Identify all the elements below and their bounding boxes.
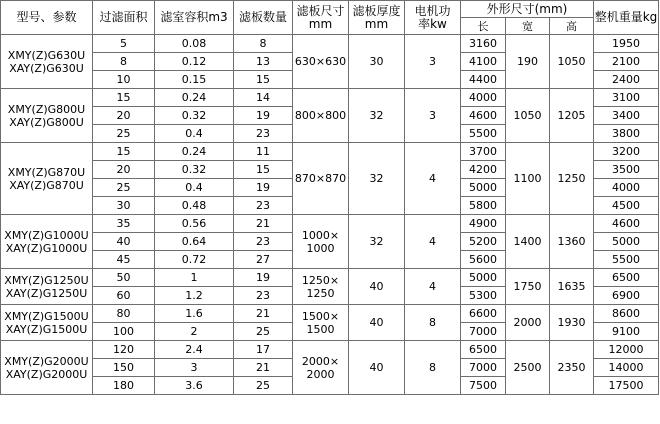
plate-size-text: 1250 (306, 286, 335, 300)
weight-cell: 8600 (594, 305, 659, 323)
height-cell: 1930 (550, 305, 594, 341)
weight-cell: 9100 (594, 323, 659, 341)
plates-cell: 23 (234, 287, 293, 305)
header-dim-height: 高 (550, 18, 594, 35)
volume-cell: 1.2 (155, 287, 234, 305)
length-cell: 4100 (461, 53, 506, 71)
plates-cell: 27 (234, 251, 293, 269)
spec-table-body (1, 35, 659, 395)
area-cell: 120 (93, 341, 155, 359)
volume-cell: 0.4 (155, 125, 234, 143)
model-cell (1, 341, 93, 395)
volume-cell: 0.48 (155, 197, 234, 215)
area-cell: 25 (93, 179, 155, 197)
plate-size-text: 1250× (301, 273, 340, 287)
plates-cell: 21 (234, 359, 293, 377)
plate-size-text: 2000 (306, 367, 335, 381)
header-plates: 滤板数量 (234, 1, 293, 35)
plate-size-cell (293, 215, 349, 269)
plate-thickness-cell: 32 (349, 89, 405, 143)
plates-cell: 19 (234, 179, 293, 197)
width-cell: 190 (506, 35, 550, 89)
weight-cell: 4000 (594, 179, 659, 197)
length-cell: 4600 (461, 107, 506, 125)
plates-cell: 11 (234, 143, 293, 161)
length-cell: 4400 (461, 71, 506, 89)
length-cell: 5500 (461, 125, 506, 143)
model-cell (1, 143, 93, 215)
volume-cell: 0.4 (155, 179, 234, 197)
area-cell: 80 (93, 305, 155, 323)
header-area: 过滤面积 (93, 1, 155, 35)
model-name: XAY(Z)G800U (9, 115, 84, 129)
length-cell: 4200 (461, 161, 506, 179)
model-name: XAY(Z)G630U (9, 61, 84, 75)
length-cell: 3700 (461, 143, 506, 161)
plates-cell: 13 (234, 53, 293, 71)
header-row (1, 1, 659, 18)
header-motor (405, 1, 461, 35)
table-row (1, 269, 659, 287)
weight-cell: 5500 (594, 251, 659, 269)
plates-cell: 23 (234, 125, 293, 143)
weight-cell: 1950 (594, 35, 659, 53)
model-cell (1, 35, 93, 89)
plate-size-text: 1000× (301, 228, 340, 242)
plates-cell: 23 (234, 233, 293, 251)
area-cell: 100 (93, 323, 155, 341)
length-cell: 5200 (461, 233, 506, 251)
header-dimensions: 外形尺寸(mm) (461, 1, 594, 18)
table-row (1, 89, 659, 107)
length-cell: 3160 (461, 35, 506, 53)
area-cell: 180 (93, 377, 155, 395)
plate-thickness-cell: 40 (349, 305, 405, 341)
motor-power-cell: 4 (405, 143, 461, 215)
volume-cell: 0.24 (155, 89, 234, 107)
width-cell: 2000 (506, 305, 550, 341)
model-name: XMY(Z)G800U (7, 102, 86, 116)
length-cell: 4900 (461, 215, 506, 233)
area-cell: 150 (93, 359, 155, 377)
weight-cell: 3200 (594, 143, 659, 161)
width-cell: 1400 (506, 215, 550, 269)
header-weight: 整机重量kg (594, 1, 659, 35)
plates-cell: 19 (234, 107, 293, 125)
plate-thickness-cell: 32 (349, 143, 405, 215)
plate-size-cell (293, 341, 349, 395)
area-cell: 50 (93, 269, 155, 287)
volume-cell: 0.64 (155, 233, 234, 251)
weight-cell: 6500 (594, 269, 659, 287)
plates-cell: 8 (234, 35, 293, 53)
height-cell: 1360 (550, 215, 594, 269)
weight-cell: 3500 (594, 161, 659, 179)
model-name: XMY(Z)G2000U (4, 354, 89, 368)
volume-cell: 3.6 (155, 377, 234, 395)
volume-cell: 0.56 (155, 215, 234, 233)
plate-size-text: 630×630 (294, 55, 347, 68)
height-cell: 1050 (550, 35, 594, 89)
length-cell: 5600 (461, 251, 506, 269)
table-row (1, 305, 659, 323)
table-row (1, 341, 659, 359)
volume-cell: 0.15 (155, 71, 234, 89)
area-cell: 35 (93, 215, 155, 233)
area-cell: 45 (93, 251, 155, 269)
model-name: XMY(Z)G630U (7, 48, 86, 62)
plates-cell: 15 (234, 71, 293, 89)
plate-size-text: 1500× (301, 309, 340, 323)
plates-cell: 19 (234, 269, 293, 287)
plate-size-cell (293, 269, 349, 305)
volume-cell: 0.32 (155, 161, 234, 179)
length-cell: 5800 (461, 197, 506, 215)
volume-cell: 1.6 (155, 305, 234, 323)
header-plate-size (293, 1, 349, 35)
area-cell: 10 (93, 71, 155, 89)
volume-cell: 0.32 (155, 107, 234, 125)
model-name: XAY(Z)G1000U (5, 241, 88, 255)
height-cell: 2350 (550, 341, 594, 395)
height-cell: 1635 (550, 269, 594, 305)
model-cell (1, 215, 93, 269)
plate-thickness-cell: 32 (349, 215, 405, 269)
volume-cell: 0.12 (155, 53, 234, 71)
model-name: XAY(Z)G1250U (5, 286, 88, 300)
weight-cell: 4600 (594, 215, 659, 233)
header-motor-line1: 电机功 (414, 3, 451, 18)
width-cell: 1750 (506, 269, 550, 305)
plate-thickness-cell: 30 (349, 35, 405, 89)
plates-cell: 21 (234, 215, 293, 233)
width-cell: 1100 (506, 143, 550, 215)
weight-cell: 3400 (594, 107, 659, 125)
model-name: XAY(Z)G2000U (5, 367, 88, 381)
area-cell: 30 (93, 197, 155, 215)
header-plate-thickness-line2: mm (364, 16, 389, 31)
plate-size-cell (293, 35, 349, 89)
area-cell: 20 (93, 161, 155, 179)
length-cell: 5000 (461, 179, 506, 197)
table-row (1, 215, 659, 233)
weight-cell: 4500 (594, 197, 659, 215)
weight-cell: 6900 (594, 287, 659, 305)
volume-cell: 0.24 (155, 143, 234, 161)
table-row (1, 35, 659, 53)
plate-thickness-cell: 40 (349, 341, 405, 395)
plate-size-text: 800×800 (294, 109, 347, 122)
area-cell: 40 (93, 233, 155, 251)
volume-cell: 3 (155, 359, 234, 377)
width-cell: 2500 (506, 341, 550, 395)
weight-cell: 2400 (594, 71, 659, 89)
area-cell: 25 (93, 125, 155, 143)
model-name: XMY(Z)G1250U (4, 273, 89, 287)
weight-cell: 2100 (594, 53, 659, 71)
motor-power-cell: 4 (405, 269, 461, 305)
area-cell: 20 (93, 107, 155, 125)
plate-size-cell (293, 89, 349, 143)
area-cell: 60 (93, 287, 155, 305)
header-dim-length: 长 (461, 18, 506, 35)
plates-cell: 25 (234, 377, 293, 395)
model-name: XAY(Z)G870U (9, 178, 84, 192)
area-cell: 8 (93, 53, 155, 71)
motor-power-cell: 8 (405, 305, 461, 341)
length-cell: 7000 (461, 323, 506, 341)
weight-cell: 12000 (594, 341, 659, 359)
plate-size-text: 2000× (301, 354, 340, 368)
header-plate-size-line2: mm (308, 16, 333, 31)
model-cell (1, 89, 93, 143)
plates-cell: 23 (234, 197, 293, 215)
plates-cell: 17 (234, 341, 293, 359)
model-name: XMY(Z)G1500U (4, 309, 89, 323)
length-cell: 5000 (461, 269, 506, 287)
area-cell: 15 (93, 89, 155, 107)
volume-cell: 0.72 (155, 251, 234, 269)
plate-size-cell (293, 305, 349, 341)
header-motor-line2: 率kw (418, 16, 447, 31)
area-cell: 15 (93, 143, 155, 161)
motor-power-cell: 8 (405, 341, 461, 395)
model-name: XMY(Z)G1000U (4, 228, 89, 242)
length-cell: 6500 (461, 341, 506, 359)
header-plate-thickness-line1: 滤板厚度 (352, 3, 401, 18)
length-cell: 4000 (461, 89, 506, 107)
plate-size-text: 870×870 (294, 172, 347, 185)
weight-cell: 5000 (594, 233, 659, 251)
model-name: XAY(Z)G1500U (5, 322, 88, 336)
volume-cell: 2 (155, 323, 234, 341)
length-cell: 5300 (461, 287, 506, 305)
weight-cell: 3100 (594, 89, 659, 107)
volume-cell: 2.4 (155, 341, 234, 359)
plates-cell: 25 (234, 323, 293, 341)
length-cell: 7500 (461, 377, 506, 395)
header-model: 型号、参数 (1, 1, 93, 35)
length-cell: 6600 (461, 305, 506, 323)
model-name: XMY(Z)G870U (7, 165, 86, 179)
header-plate-size-line1: 滤板尺寸 (296, 3, 345, 18)
plates-cell: 15 (234, 161, 293, 179)
model-cell (1, 305, 93, 341)
area-cell: 5 (93, 35, 155, 53)
weight-cell: 3800 (594, 125, 659, 143)
header-volume: 滤室容积m3 (155, 1, 234, 35)
length-cell: 7000 (461, 359, 506, 377)
header-plate-thickness (349, 1, 405, 35)
volume-cell: 0.08 (155, 35, 234, 53)
model-cell (1, 269, 93, 305)
height-cell: 1250 (550, 143, 594, 215)
plate-size-text: 1500 (306, 322, 335, 336)
plate-thickness-cell: 40 (349, 269, 405, 305)
plate-size-text: 1000 (306, 241, 335, 255)
motor-power-cell: 4 (405, 215, 461, 269)
plate-size-cell (293, 143, 349, 215)
weight-cell: 14000 (594, 359, 659, 377)
weight-cell: 17500 (594, 377, 659, 395)
volume-cell: 1 (155, 269, 234, 287)
table-row (1, 143, 659, 161)
height-cell: 1205 (550, 89, 594, 143)
motor-power-cell: 3 (405, 89, 461, 143)
width-cell: 1050 (506, 89, 550, 143)
motor-power-cell: 3 (405, 35, 461, 89)
header-dim-width: 宽 (506, 18, 550, 35)
plates-cell: 14 (234, 89, 293, 107)
plates-cell: 21 (234, 305, 293, 323)
